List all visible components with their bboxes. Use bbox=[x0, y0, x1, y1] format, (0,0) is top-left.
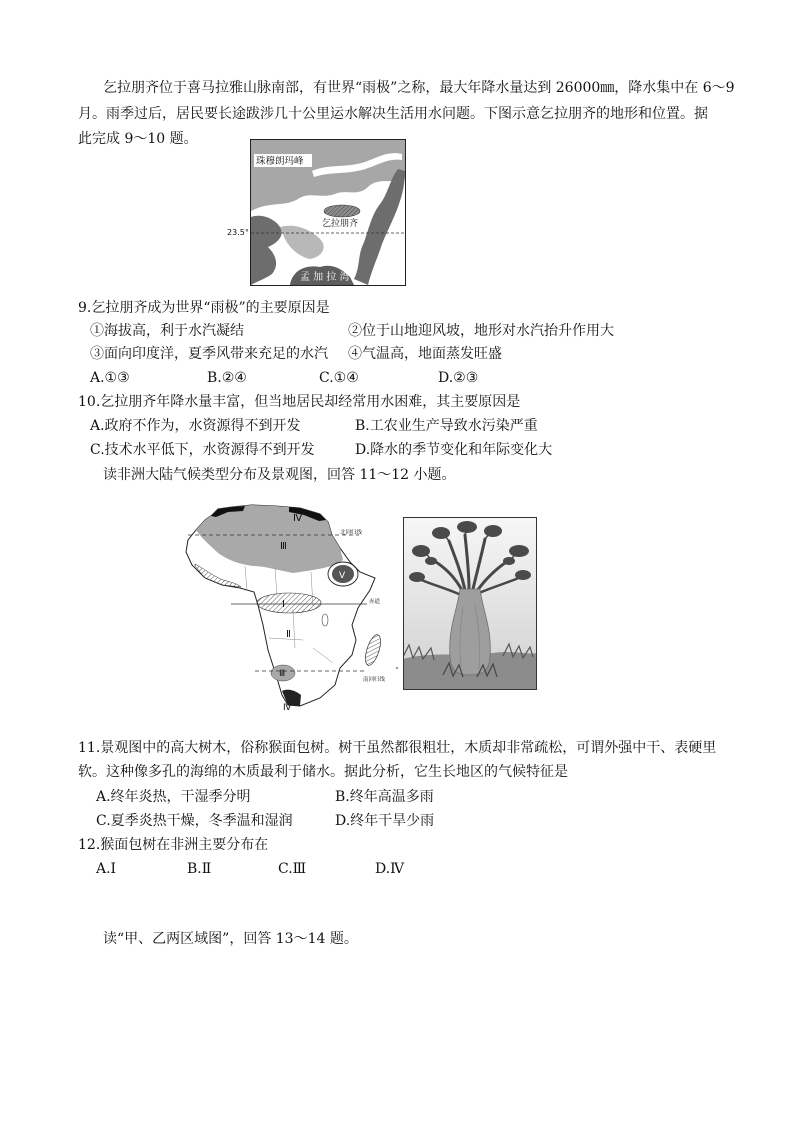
q10-choice-c: C.技术水平低下，水资源得不到开发 bbox=[90, 442, 315, 458]
question-11-stem: 11.景观图中的高大树木，俗称猴面包树。树干虽然都很粗壮，木质却非常疏松，可谓外强中干、表硬里 bbox=[78, 740, 717, 756]
q12-choice-d: D.Ⅳ bbox=[375, 861, 405, 877]
q9-statement: ④气温高，地面蒸发旺盛 bbox=[348, 346, 502, 362]
q10-choice-a: A.政府不作为，水资源得不到开发 bbox=[90, 418, 301, 434]
q11-choice-c: C.夏季炎热干燥，冬季温和湿润 bbox=[96, 813, 293, 829]
everest-label: 珠穆朗玛峰 bbox=[256, 156, 304, 167]
region-i bbox=[257, 593, 321, 613]
q9-statement: ①海拔高，利于水汽凝结 bbox=[90, 323, 244, 339]
q9-statement: ③面向印度洋，夏季风带来充足的水汽 bbox=[90, 346, 328, 362]
q12-choice-a: A.Ⅰ bbox=[96, 861, 117, 877]
label-tropic-of-capricorn: 南回归线 bbox=[363, 677, 386, 683]
question-10-stem: 10.乞拉朋齐年降水量丰富，但当地居民却经常用水困难，其主要原因是 bbox=[78, 394, 521, 410]
label-north-iv: Ⅳ bbox=[293, 513, 303, 524]
label-equator: 赤道 bbox=[369, 599, 381, 605]
passage-2: 读非洲大陆气候类型分布及景观图，回答 11～12 小题。 bbox=[103, 467, 456, 483]
q9-choice-c: C.①④ bbox=[319, 370, 359, 386]
madagascar bbox=[362, 633, 383, 667]
label-south-iv: Ⅳ bbox=[283, 703, 292, 713]
label-south-iii: Ⅲ bbox=[279, 669, 286, 679]
q12-choice-b: B.Ⅱ bbox=[187, 861, 212, 877]
q11-choice-a: A.终年炎热，干湿季分明 bbox=[96, 789, 251, 805]
q9-statement: ②位于山地迎风坡，地形对水汽抬升作用大 bbox=[348, 323, 614, 339]
question-11-stem: 软。这种像多孔的海绵的木质最利于储水。据此分析，它生长地区的气候特征是 bbox=[78, 764, 568, 780]
cherrapunji-terrain-map bbox=[250, 139, 406, 286]
label-north-iii: Ⅲ bbox=[280, 541, 287, 552]
label-i: Ⅰ bbox=[282, 599, 285, 610]
passage-3: 读“甲、乙两区域图”，回答 13～14 题。 bbox=[103, 931, 358, 947]
q9-choice-a: A.①③ bbox=[90, 370, 130, 386]
question-9-stem: 9.乞拉朋齐成为世界“雨极”的主要原因是 bbox=[78, 300, 330, 316]
q11-choice-b: B.终年高温多雨 bbox=[335, 789, 434, 805]
africa-climate-map bbox=[183, 498, 413, 713]
label-tropic-of-cancer: 北回归线 bbox=[340, 530, 363, 536]
great-lakes bbox=[322, 614, 328, 626]
cherrapunji-label: 乞拉朋齐 bbox=[322, 219, 359, 229]
q10-choice-d: D.降水的季节变化和年际变化大 bbox=[355, 442, 553, 458]
q12-choice-c: C.Ⅲ bbox=[278, 861, 307, 877]
passage-1-line: 此完成 9～10 题。 bbox=[78, 131, 198, 147]
q11-choice-d: D.终年干旱少雨 bbox=[335, 813, 435, 829]
q9-choice-d: D.②③ bbox=[438, 370, 479, 386]
baobab-photo bbox=[403, 517, 537, 690]
latitude-label: 23.5° bbox=[227, 228, 249, 237]
question-12-stem: 12.猴面包树在非洲主要分布在 bbox=[78, 837, 269, 853]
q9-choice-b: B.②④ bbox=[207, 370, 247, 386]
passage-1-line: 月。雨季过后，居民要长途跋涉几十公里运水解决生活用水问题。下图示意乞拉朋齐的地形和位置。据 bbox=[78, 106, 708, 122]
bay-label: 孟 加 拉 湾 bbox=[300, 272, 350, 283]
passage-1-line: 乞拉朋齐位于喜马拉雅山脉南部，有世界“雨极”之称，最大年降水量达到 26000㎜，降水集中在 6～9 bbox=[103, 80, 735, 96]
q10-choice-b: B.工农业生产导致水污染严重 bbox=[355, 418, 538, 434]
label-ii: Ⅱ bbox=[286, 629, 291, 640]
label-v: Ⅴ bbox=[339, 571, 346, 581]
